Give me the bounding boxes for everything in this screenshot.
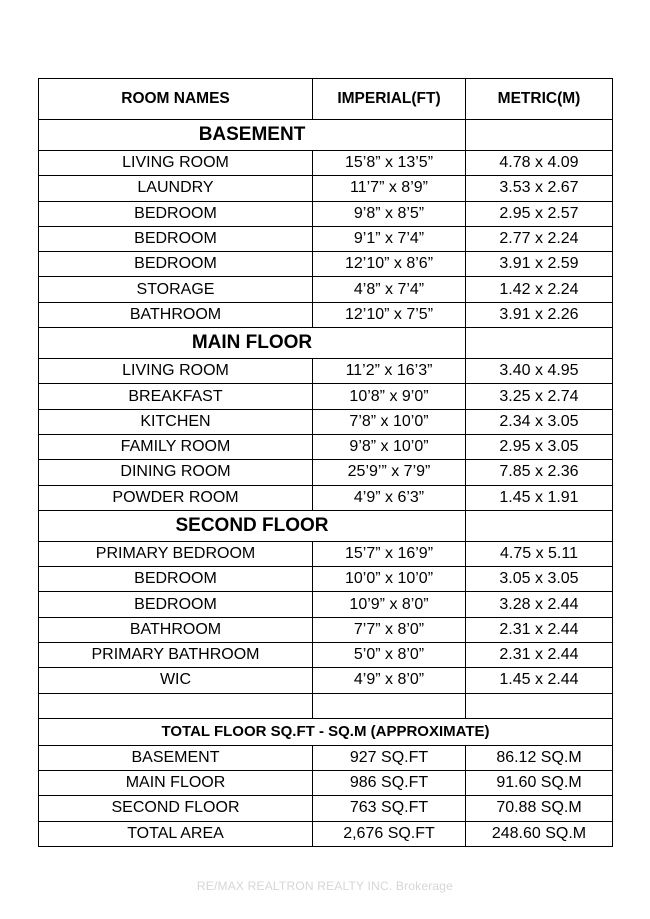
room-row xyxy=(39,226,613,251)
room-imperial: 11’7” x 8’9” xyxy=(313,176,466,201)
room-row xyxy=(39,460,613,485)
room-metric: 3.53 x 2.67 xyxy=(466,176,613,201)
room-metric: 3.28 x 2.44 xyxy=(466,592,613,617)
room-metric: 2.31 x 2.44 xyxy=(466,617,613,642)
room-row xyxy=(39,485,613,510)
room-name: LAUNDRY xyxy=(39,176,313,201)
room-name: DINING ROOM xyxy=(39,460,313,485)
room-imperial: 4’8” x 7’4” xyxy=(313,277,466,302)
header-room-names: ROOM NAMES xyxy=(39,79,313,120)
totals-row xyxy=(39,770,613,795)
totals-floor-name: BASEMENT xyxy=(39,745,313,770)
blank-cell xyxy=(313,693,466,718)
room-name: POWDER ROOM xyxy=(39,485,313,510)
room-name: KITCHEN xyxy=(39,409,313,434)
room-name: PRIMARY BEDROOM xyxy=(39,541,313,566)
totals-floor-name: TOTAL AREA xyxy=(39,821,313,846)
totals-sqft: 927 SQ.FT xyxy=(313,745,466,770)
room-row xyxy=(39,277,613,302)
room-name: BEDROOM xyxy=(39,252,313,277)
totals-sqft: 2,676 SQ.FT xyxy=(313,821,466,846)
room-row xyxy=(39,541,613,566)
room-name: FAMILY ROOM xyxy=(39,434,313,459)
room-row xyxy=(39,176,613,201)
room-row xyxy=(39,617,613,642)
room-name: LIVING ROOM xyxy=(39,151,313,176)
room-imperial: 4’9” x 6’3” xyxy=(313,485,466,510)
room-name: PRIMARY BATHROOM xyxy=(39,643,313,668)
room-row xyxy=(39,643,613,668)
totals-sqft: 763 SQ.FT xyxy=(313,796,466,821)
header-imperial: IMPERIAL(FT) xyxy=(313,79,466,120)
room-metric: 7.85 x 2.36 xyxy=(466,460,613,485)
section-heading-row xyxy=(39,328,613,359)
room-metric: 3.40 x 4.95 xyxy=(466,359,613,384)
room-row xyxy=(39,302,613,327)
room-row xyxy=(39,384,613,409)
room-name: BATHROOM xyxy=(39,617,313,642)
room-name: WIC xyxy=(39,668,313,693)
blank-cell xyxy=(466,693,613,718)
room-imperial: 11’2” x 16’3” xyxy=(313,359,466,384)
room-imperial: 4’9” x 8’0” xyxy=(313,668,466,693)
room-row xyxy=(39,409,613,434)
room-row xyxy=(39,359,613,384)
room-row xyxy=(39,252,613,277)
room-metric: 2.95 x 3.05 xyxy=(466,434,613,459)
totals-floor-name: MAIN FLOOR xyxy=(39,770,313,795)
totals-floor-name: SECOND FLOOR xyxy=(39,796,313,821)
room-imperial: 15’8” x 13’5” xyxy=(313,151,466,176)
totals-row xyxy=(39,821,613,846)
room-row xyxy=(39,567,613,592)
room-name: BEDROOM xyxy=(39,226,313,251)
totals-sqm: 248.60 SQ.M xyxy=(466,821,613,846)
room-row xyxy=(39,592,613,617)
room-imperial: 10’9” x 8’0” xyxy=(313,592,466,617)
totals-row xyxy=(39,745,613,770)
room-metric: 2.34 x 3.05 xyxy=(466,409,613,434)
room-metric: 1.42 x 2.24 xyxy=(466,277,613,302)
room-imperial: 7’8” x 10’0” xyxy=(313,409,466,434)
room-imperial: 9’8” x 8’5” xyxy=(313,201,466,226)
blank-row xyxy=(39,693,613,718)
room-name: BEDROOM xyxy=(39,592,313,617)
totals-sqft: 986 SQ.FT xyxy=(313,770,466,795)
room-imperial: 25’9’” x 7’9” xyxy=(313,460,466,485)
room-row xyxy=(39,434,613,459)
room-metric: 3.91 x 2.59 xyxy=(466,252,613,277)
room-row xyxy=(39,201,613,226)
header-metric: METRIC(M) xyxy=(466,79,613,120)
section-title: BASEMENT xyxy=(39,120,466,151)
section-heading-row xyxy=(39,510,613,541)
section-title-empty-cell xyxy=(466,328,613,359)
room-imperial: 10’8” x 9’0” xyxy=(313,384,466,409)
room-name: BREAKFAST xyxy=(39,384,313,409)
room-name: LIVING ROOM xyxy=(39,359,313,384)
room-metric: 2.95 x 2.57 xyxy=(466,201,613,226)
room-imperial: 9’1” x 7’4” xyxy=(313,226,466,251)
room-name: BEDROOM xyxy=(39,567,313,592)
totals-sqm: 70.88 SQ.M xyxy=(466,796,613,821)
section-title: SECOND FLOOR xyxy=(39,510,466,541)
room-metric: 3.05 x 3.05 xyxy=(466,567,613,592)
room-metric: 1.45 x 1.91 xyxy=(466,485,613,510)
room-metric: 1.45 x 2.44 xyxy=(466,668,613,693)
room-name: STORAGE xyxy=(39,277,313,302)
totals-title: TOTAL FLOOR SQ.FT - SQ.M (APPROXIMATE) xyxy=(39,718,613,745)
section-title-empty-cell xyxy=(466,120,613,151)
room-metric: 4.75 x 5.11 xyxy=(466,541,613,566)
totals-sqm: 86.12 SQ.M xyxy=(466,745,613,770)
table-body xyxy=(39,79,613,847)
totals-heading-row xyxy=(39,718,613,745)
room-imperial: 5’0” x 8’0” xyxy=(313,643,466,668)
room-dimensions-table xyxy=(38,78,613,847)
room-metric: 4.78 x 4.09 xyxy=(466,151,613,176)
room-imperial: 7’7” x 8’0” xyxy=(313,617,466,642)
room-row xyxy=(39,668,613,693)
brokerage-watermark: RE/MAX REALTRON REALTY INC. Brokerage xyxy=(196,879,454,893)
header-row xyxy=(39,79,613,120)
room-imperial: 12’10” x 8’6” xyxy=(313,252,466,277)
room-metric: 3.25 x 2.74 xyxy=(466,384,613,409)
totals-row xyxy=(39,796,613,821)
room-row xyxy=(39,151,613,176)
room-metric: 2.31 x 2.44 xyxy=(466,643,613,668)
room-metric: 3.91 x 2.26 xyxy=(466,302,613,327)
blank-cell xyxy=(39,693,313,718)
section-heading-row xyxy=(39,120,613,151)
room-imperial: 15’7” x 16’9” xyxy=(313,541,466,566)
section-title-empty-cell xyxy=(466,510,613,541)
room-name: BEDROOM xyxy=(39,201,313,226)
room-name: BATHROOM xyxy=(39,302,313,327)
section-title: MAIN FLOOR xyxy=(39,328,466,359)
room-metric: 2.77 x 2.24 xyxy=(466,226,613,251)
room-imperial: 12’10” x 7’5” xyxy=(313,302,466,327)
totals-sqm: 91.60 SQ.M xyxy=(466,770,613,795)
room-imperial: 9’8” x 10’0” xyxy=(313,434,466,459)
room-imperial: 10’0” x 10’0” xyxy=(313,567,466,592)
